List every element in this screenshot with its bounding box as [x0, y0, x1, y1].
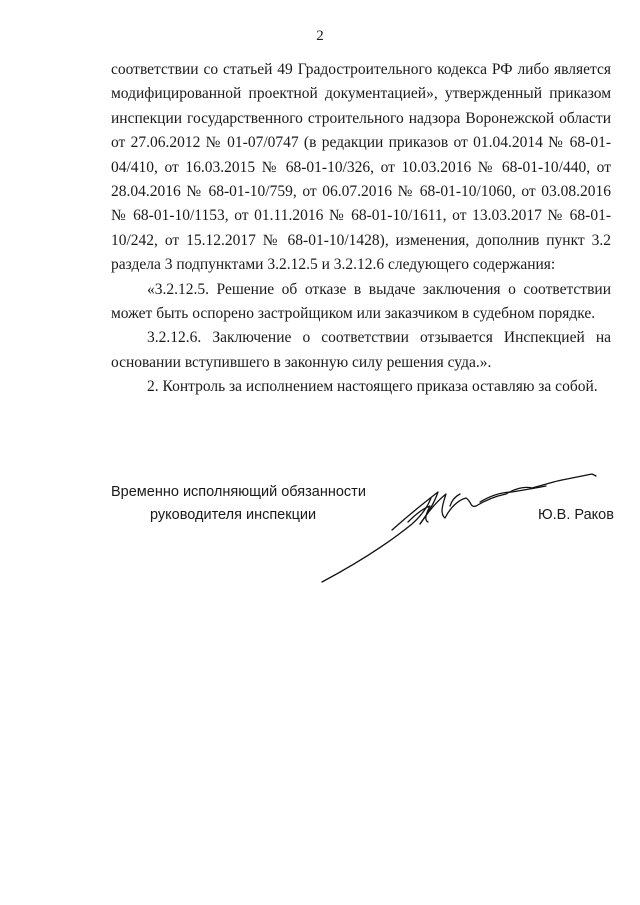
page-number: 2 — [316, 28, 324, 44]
paragraph-3-2-12-6: 3.2.12.6. Заключение о соответствии отзывается Инспекцией на основании вступившего в законную силу решения суда.». — [111, 329, 611, 371]
document-body — [111, 58, 611, 400]
signatory-name: Ю.В. Раков — [538, 507, 614, 523]
position-line-2: руководителя инспекции — [150, 507, 317, 523]
handwritten-signature-icon — [300, 462, 620, 592]
paragraph-3-2-12-5: «3.2.12.5. Решение об отказе в выдаче заключения о соответствии может быть оспорено застройщиком или заказчиком в судебном порядке. — [111, 280, 611, 323]
position-line-1: Временно исполняющий обязанности — [111, 484, 366, 500]
paragraph-continuation: соответствии со статьей 49 Градостроительного кодекса РФ либо является модифицированной проектной документацией», утвержденный приказом инспекции государственного строительного надзора Воронежской области от 27.06.2012 № 01-07/0747 (в редакции приказов от 01.04.2014 № 68-01-04/410, от 16.03.2015 № 68-01-10/326, от 10.03.2016 № 68-01-10/440, от 28.04.2016 № 68-01-10/759, от 06.07.2016 № 68-01-10/1060, от 03.08.2016 № 68-01-10/1153, от 01.11.2016 № 68-01-10/1611, от 13.03.2017 № 68-01-10/242, от 15.12.2017 № 68-01-10/1428), изменения, дополнив пункт 3.2 раздела 3 подпунктами 3.2.12.5 и 3.2.12.6 следующего содержания: — [111, 61, 611, 274]
paragraph-control: 2. Контроль за исполнением настоящего приказа оставляю за собой. — [147, 378, 598, 396]
